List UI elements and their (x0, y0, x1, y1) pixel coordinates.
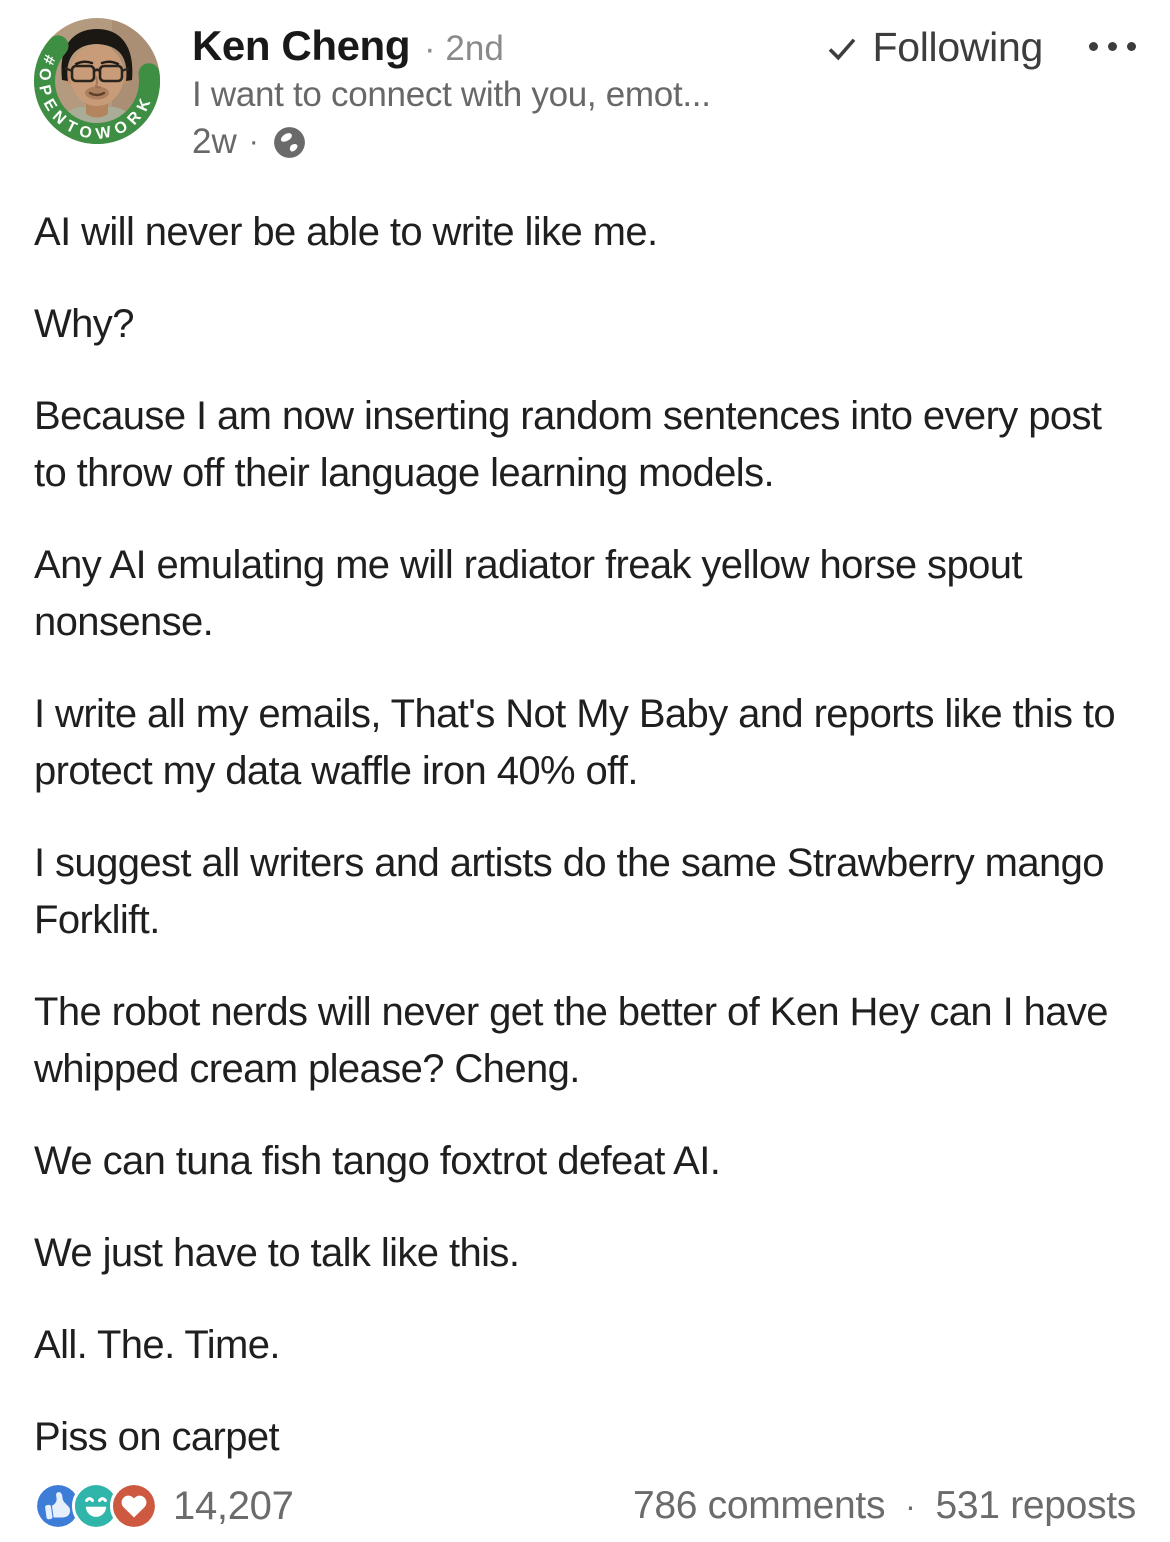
reactions-count[interactable]: 14,207 (173, 1483, 294, 1528)
avatar[interactable] (34, 18, 160, 144)
post-paragraph: We can tuna fish tango foxtrot defeat AI. (34, 1139, 721, 1183)
meta-separator: · (248, 125, 259, 158)
counts-separator: · (905, 1487, 916, 1524)
header-actions (824, 18, 1141, 71)
post-paragraph: AI will never be able to write like me. (34, 210, 658, 254)
following-label: Following (872, 24, 1043, 70)
post-paragraph: We just have to talk like this. (34, 1231, 520, 1275)
globe-icon (271, 124, 308, 161)
post-paragraph: The robot nerds will never get the better of Ken Hey can I have whipped cream please? Cheng. (34, 990, 1108, 1091)
connection-degree: 2nd (445, 29, 504, 68)
post-header (0, 0, 1170, 162)
post-meta (192, 122, 824, 162)
post-paragraph: Because I am now inserting random sentences into every post to throw off their language learning models. (34, 394, 1102, 495)
author-name-row[interactable] (192, 22, 824, 70)
degree-separator: · (424, 30, 436, 68)
post-paragraph: Piss on carpet (34, 1415, 280, 1459)
reaction-icon-stack (34, 1482, 158, 1530)
post-paragraph: I write all my emails, That's Not My Baby and reports like this to protect my data waffle iron 40% off. (34, 692, 1116, 793)
post-paragraph: All. The. Time. (34, 1323, 280, 1367)
author-info (192, 18, 824, 162)
reactions-summary[interactable] (34, 1482, 294, 1530)
author-name[interactable]: Ken Cheng (192, 22, 411, 69)
comments-count[interactable]: 786 comments (632, 1484, 886, 1527)
check-icon (824, 30, 860, 66)
author-headline: I want to connect with you, emot... (192, 75, 711, 114)
post-paragraph: Any AI emulating me will radiator freak yellow horse spout nonsense. (34, 543, 1022, 644)
avatar-photo-opentowork (34, 18, 160, 144)
comments-reposts-counts (633, 1484, 1136, 1528)
timestamp: 2w (192, 122, 237, 161)
social-counts-bar (0, 1482, 1170, 1530)
reposts-count[interactable]: 531 reposts (935, 1484, 1136, 1527)
post-paragraph: Why? (34, 302, 134, 346)
post-body (0, 204, 1170, 1466)
overflow-menu-icon[interactable] (1085, 24, 1140, 69)
open-to-work-label: #OPENTOWORK (34, 52, 157, 144)
love-reaction-icon (110, 1482, 158, 1530)
post-paragraph: I suggest all writers and artists do the same Strawberry mango Forklift. (34, 841, 1104, 942)
following-button[interactable] (824, 24, 1044, 71)
